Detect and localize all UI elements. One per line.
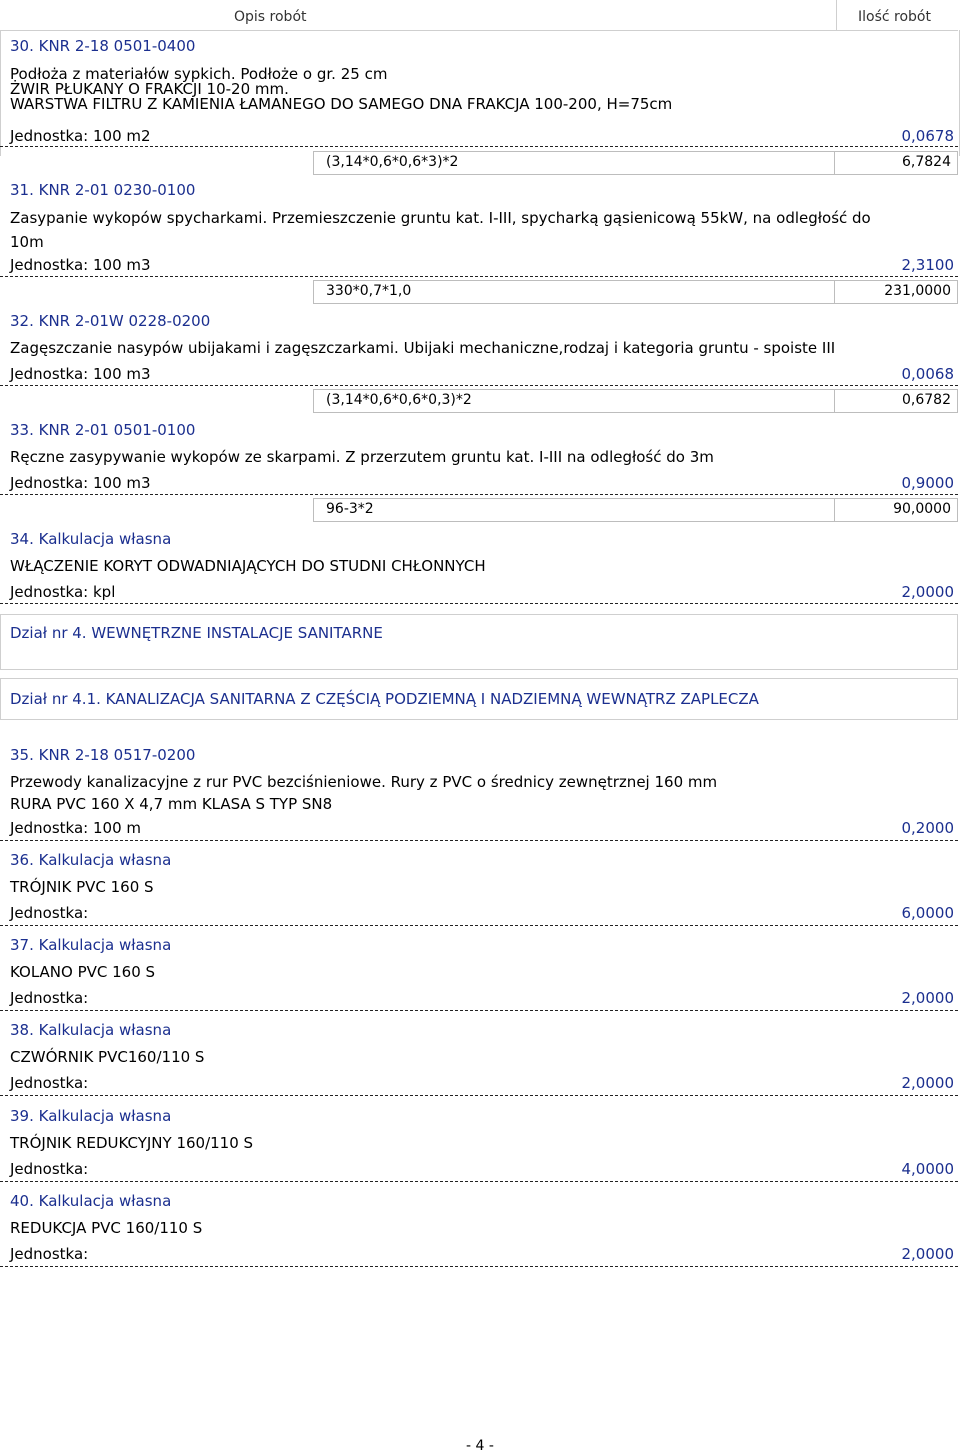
header-separator	[836, 0, 837, 30]
item-id: 35. KNR 2-18 0517-0200	[10, 746, 196, 764]
item-desc-line: Podłoża z materiałów sypkich. Podłoże o gr. 25 cm	[10, 65, 388, 83]
item-id: 33. KNR 2-01 0501-0100	[10, 421, 196, 439]
formula-row	[313, 151, 958, 175]
formula-row	[313, 389, 958, 413]
item-unit: Jednostka: 100 m	[10, 819, 142, 837]
item-id: 34. Kalkulacja własna	[10, 530, 172, 548]
formula-row	[313, 280, 958, 304]
dashed-divider	[0, 146, 958, 147]
formula-value: 0,6782	[902, 392, 951, 408]
item-quantity: 2,0000	[901, 1074, 954, 1092]
formula-separator	[834, 390, 835, 412]
formula-row	[313, 498, 958, 522]
item-quantity: 2,3100	[901, 256, 954, 274]
item-unit: Jednostka: kpl	[10, 583, 116, 601]
header-description-label: Opis robót	[234, 9, 307, 25]
section-box	[0, 614, 958, 670]
formula-separator	[834, 281, 835, 303]
item-unit: Jednostka:	[10, 904, 89, 922]
formula-expression: (3,14*0,6*0,6*3)*2	[326, 154, 459, 170]
formula-value: 90,0000	[893, 501, 951, 517]
item-id: 38. Kalkulacja własna	[10, 1021, 172, 1039]
item-id: 39. Kalkulacja własna	[10, 1107, 172, 1125]
section-title: Dział nr 4.1. KANALIZACJA SANITARNA Z CZĘŚCIĄ PODZIEMNĄ I NADZIEMNĄ WEWNĄTRZ ZAPLECZA	[10, 690, 759, 708]
item-id: 30. KNR 2-18 0501-0400	[10, 37, 196, 55]
formula-expression: 330*0,7*1,0	[326, 283, 412, 299]
item-desc-line: WŁĄCZENIE KORYT ODWADNIAJĄCYCH DO STUDNI CHŁONNYCH	[10, 557, 486, 575]
item-id: 36. Kalkulacja własna	[10, 851, 172, 869]
item-quantity: 0,2000	[901, 819, 954, 837]
dashed-divider	[0, 840, 958, 841]
dashed-divider	[0, 276, 958, 277]
dashed-divider	[0, 1010, 958, 1011]
item-quantity: 6,0000	[901, 904, 954, 922]
item-id: 37. Kalkulacja własna	[10, 936, 172, 954]
formula-value: 231,0000	[884, 283, 951, 299]
item-desc-line: KOLANO PVC 160 S	[10, 963, 156, 981]
dashed-divider	[0, 1095, 958, 1096]
dashed-divider	[0, 494, 958, 495]
item-quantity: 4,0000	[901, 1160, 954, 1178]
formula-expression: 96-3*2	[326, 501, 374, 517]
item-unit: Jednostka: 100 m3	[10, 365, 151, 383]
formula-separator	[834, 499, 835, 521]
item-unit: Jednostka:	[10, 1160, 89, 1178]
item-desc-line: REDUKCJA PVC 160/110 S	[10, 1219, 203, 1237]
item-unit: Jednostka: 100 m3	[10, 474, 151, 492]
item-quantity: 2,0000	[901, 583, 954, 601]
item-desc-line: Ręczne zasypywanie wykopów ze skarpami. Z przerzutem gruntu kat. I-III na odległość do 3m	[10, 448, 714, 466]
dashed-divider	[0, 603, 958, 604]
item-desc-line: RURA PVC 160 X 4,7 mm KLASA S TYP SN8	[10, 795, 333, 813]
item-desc-line: TRÓJNIK PVC 160 S	[10, 878, 154, 896]
item-desc-line: 10m	[10, 233, 44, 251]
item-quantity: 0,9000	[901, 474, 954, 492]
item-quantity: 2,0000	[901, 1245, 954, 1263]
formula-expression: (3,14*0,6*0,6*0,3)*2	[326, 392, 472, 408]
item-desc-line: Zagęszczanie nasypów ubijakami i zagęszczarkami. Ubijaki mechaniczne,rodzaj i kategoria gruntu - spoiste III	[10, 339, 836, 357]
section-title: Dział nr 4. WEWNĘTRZNE INSTALACJE SANITARNE	[10, 624, 383, 642]
dashed-divider	[0, 1181, 958, 1182]
item-desc-line: Zasypanie wykopów spycharkami. Przemieszczenie gruntu kat. I-III, spycharką gąsienicową 55kW, na odległość do	[10, 209, 871, 227]
item-desc-line: Przewody kanalizacyjne z rur PVC bezciśnieniowe. Rury z PVC o średnicy zewnętrznej 160 mm	[10, 773, 718, 791]
item-id: 32. KNR 2-01W 0228-0200	[10, 312, 211, 330]
page-number: - 4 -	[466, 1438, 494, 1454]
item-unit: Jednostka:	[10, 1245, 89, 1263]
item-quantity: 0,0068	[901, 365, 954, 383]
item-unit: Jednostka:	[10, 1074, 89, 1092]
item-desc-line: TRÓJNIK REDUKCYJNY 160/110 S	[10, 1134, 254, 1152]
item-quantity: 2,0000	[901, 989, 954, 1007]
formula-value: 6,7824	[902, 154, 951, 170]
dashed-divider	[0, 1266, 958, 1267]
dashed-divider	[0, 925, 958, 926]
item-unit: Jednostka: 100 m3	[10, 256, 151, 274]
item-desc-line: CZWÓRNIK PVC160/110 S	[10, 1048, 205, 1066]
item-desc-line: WARSTWA FILTRU Z KAMIENIA ŁAMANEGO DO SAMEGO DNA FRAKCJA 100-200, H=75cm	[10, 95, 673, 113]
header-quantity-label: Ilość robót	[858, 9, 931, 25]
item-unit: Jednostka:	[10, 989, 89, 1007]
item-id: 40. Kalkulacja własna	[10, 1192, 172, 1210]
item-id: 31. KNR 2-01 0230-0100	[10, 181, 196, 199]
table-header	[0, 0, 958, 31]
dashed-divider	[0, 385, 958, 386]
item-desc-line: ŻWIR PŁUKANY O FRAKCJI 10-20 mm.	[10, 80, 289, 98]
item-unit: Jednostka: 100 m2	[10, 127, 151, 145]
item-quantity: 0,0678	[901, 127, 954, 145]
formula-separator	[834, 152, 835, 174]
